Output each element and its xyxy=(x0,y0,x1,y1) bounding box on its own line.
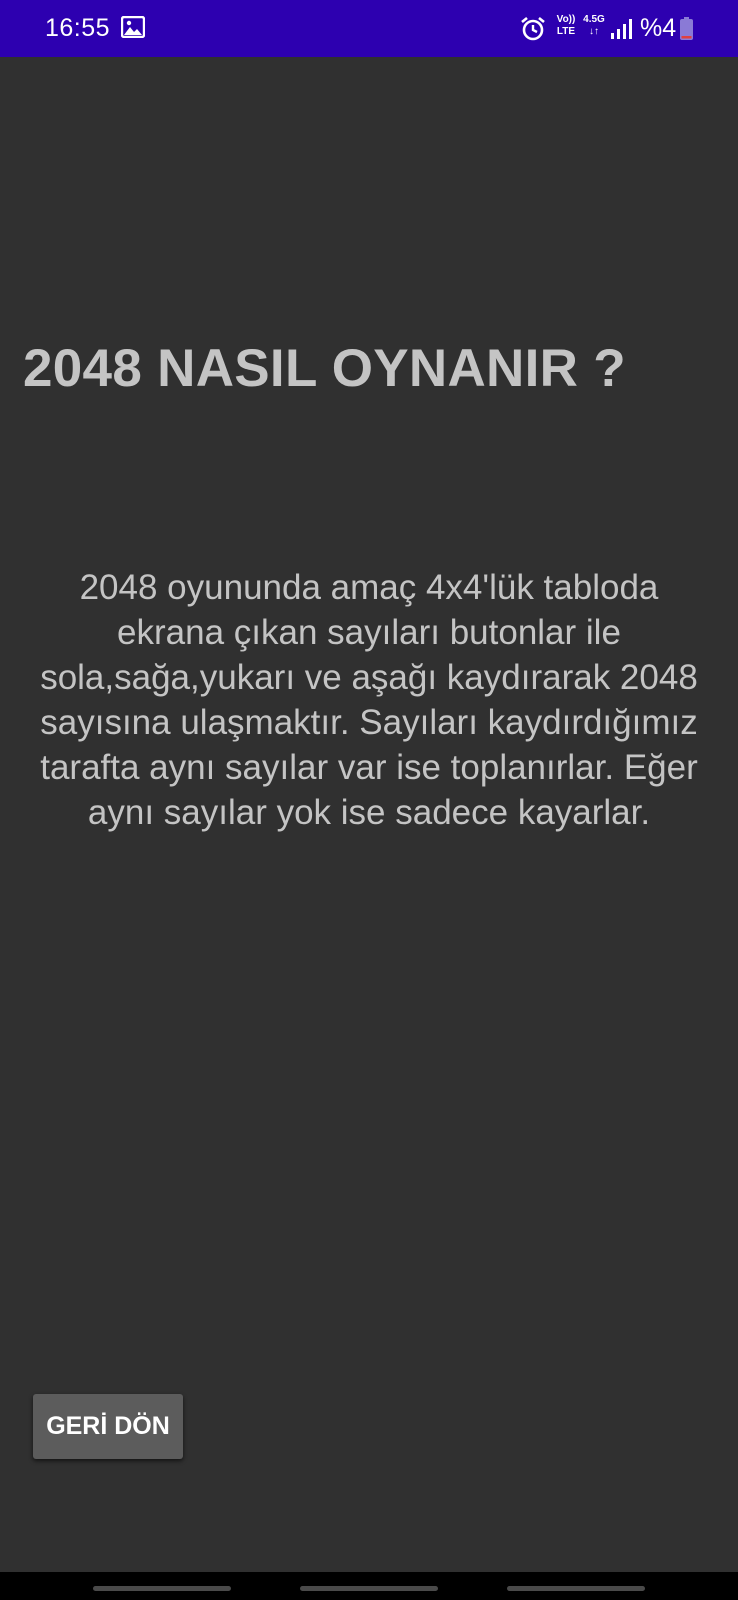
navigation-bar xyxy=(0,1572,738,1600)
network-icon xyxy=(582,14,606,42)
back-button[interactable]: GERİ DÖN xyxy=(33,1394,183,1459)
instructions-text: 2048 oyununda amaç 4x4'lük tabloda ekrana çıkan sayıları butonlar ile sola,sağa,yukarı ve aşağı kaydırarak 2048 sayısına ulaşmaktır. Sayıları kaydırdığımız tarafta aynı sayılar var ise toplanırlar. Eğer aynı sayılar yok ise sadece kayarlar. xyxy=(40,568,698,832)
nav-handle-right[interactable] xyxy=(507,1586,645,1591)
network-type-label: 4.5G xyxy=(583,14,605,25)
alarm-icon xyxy=(520,16,546,42)
gallery-icon xyxy=(121,16,145,38)
nav-handle-center[interactable] xyxy=(300,1586,438,1591)
volte-bottom-label: LTE xyxy=(556,26,576,37)
page-title: 2048 NASIL OYNANIR ? xyxy=(23,339,626,398)
volte-icon xyxy=(554,14,578,42)
status-time: 16:55 xyxy=(45,14,111,42)
network-arrows-label: ↓↑ xyxy=(589,26,599,37)
volte-top-label: Vo)) xyxy=(556,14,576,25)
battery-percentage: %4 xyxy=(640,14,677,42)
nav-handle-left[interactable] xyxy=(93,1586,231,1591)
battery-icon xyxy=(680,17,693,40)
status-bar xyxy=(0,0,738,57)
signal-icon xyxy=(610,18,632,40)
